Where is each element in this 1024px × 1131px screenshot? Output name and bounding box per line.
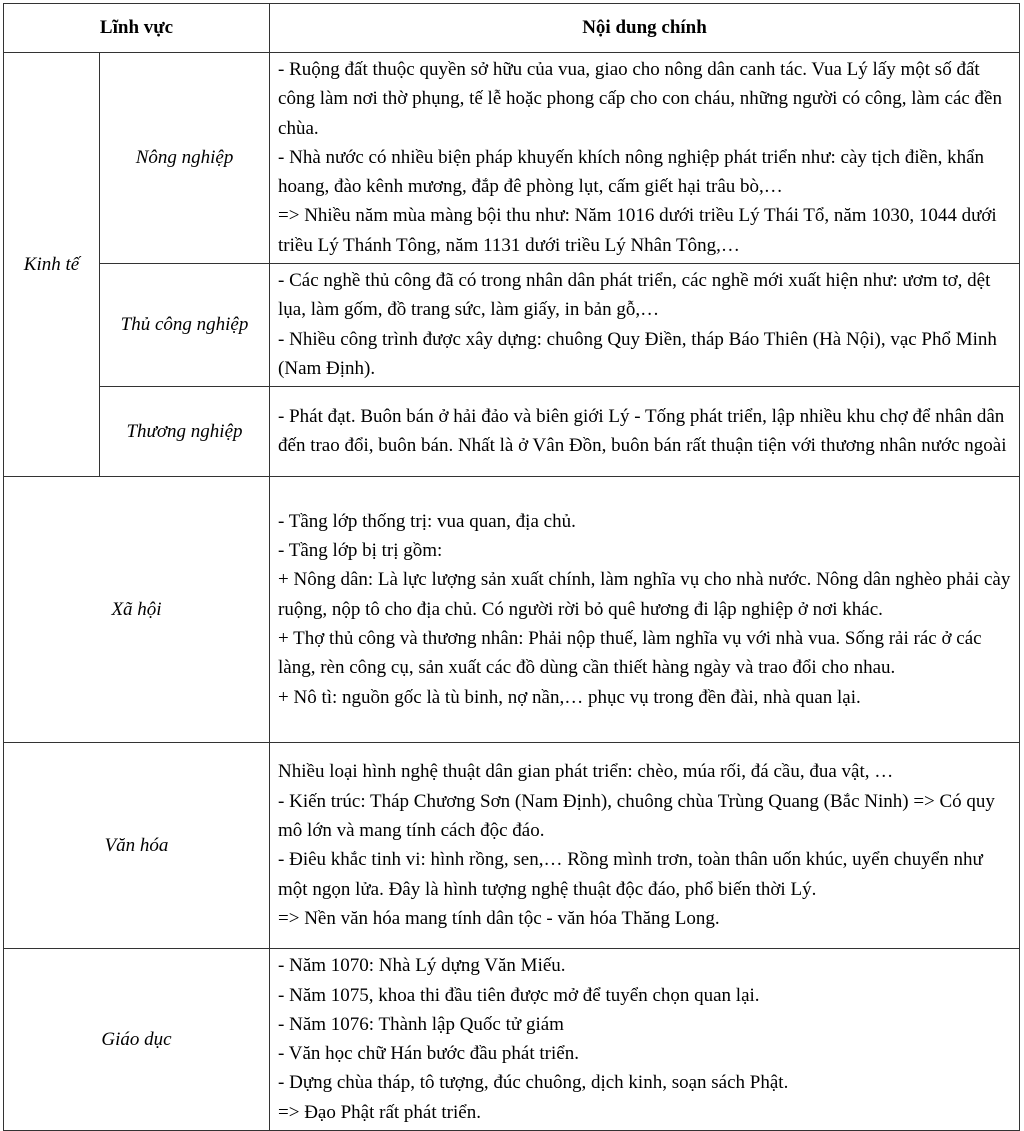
list-item: - Các nghề thủ công đã có trong nhân dân phát triển, các nghề mới xuất hiện như: ươm tơ, dệt lụa, làm gốm, đồ trang sức, làm giấy, in bản gỗ,… [278,270,991,321]
list-item: + Nông dân: Là lực lượng sản xuất chính, làm nghĩa vụ cho nhà nước. Nông dân nghèo phải cày ruộng, nộp tô cho địa chủ. Có người rời bỏ quê hương đi lập nghiệp ở nơi khác. [278,569,1011,620]
education-label: Giáo dục [4,949,270,1131]
list-item: - Tầng lớp bị trị gồm: [278,540,443,562]
society-content [270,477,1020,743]
list-item: Nhiều loại hình nghệ thuật dân gian phát triển: chèo, múa rối, đá cầu, đua vật, … [278,761,894,783]
table-header-row [4,4,1020,53]
list-item: => Nhiều năm mùa màng bội thu như: Năm 1016 dưới triều Lý Thái Tổ, năm 1030, 1044 dưới triều Lý Thánh Tông, năm 1131 dưới triều Lý Nhân Tông,… [278,205,997,256]
commerce-label: Thương nghiệp [100,387,270,477]
table-row [4,264,1020,387]
economy-label: Kinh tế [4,53,100,477]
field-header: Lĩnh vực [4,4,270,53]
list-item: - Điêu khắc tinh vi: hình rồng, sen,… Rồng mình trơn, toàn thân uốn khúc, uyển chuyển như một ngọn lửa. Đây là hình tượng nghệ thuật độc đáo, phổ biến thời Lý. [278,849,983,900]
culture-label: Văn hóa [4,743,270,949]
handicraft-content [270,264,1020,387]
list-item: - Dựng chùa tháp, tô tượng, đúc chuông, dịch kinh, soạn sách Phật. [278,1072,789,1094]
list-item: - Nhà nước có nhiều biện pháp khuyến khích nông nghiệp phát triển như: cày tịch điền, khẩn hoang, đào kênh mương, đắp đê phòng lụt, cấm giết hại trâu bò,… [278,146,985,198]
table-row [4,53,1020,264]
table-row [4,743,1020,949]
culture-content [270,743,1020,949]
list-item: => Nền văn hóa mang tính dân tộc - văn hóa Thăng Long. [278,907,720,929]
agriculture-label: Nông nghiệp [100,53,270,264]
history-table [3,3,1020,1131]
society-label: Xã hội [4,477,270,743]
handicraft-label: Thủ công nghiệp [100,264,270,387]
list-item: - Ruộng đất thuộc quyền sở hữu của vua, giao cho nông dân canh tác. Vua Lý lấy một số đất công làm nơi thờ phụng, tế lễ hoặc phong cấp cho con cháu, những người có công, làm các đền chùa. [278,59,1002,139]
agriculture-content [270,53,1020,264]
education-content [270,949,1020,1131]
list-item: - Năm 1076: Thành lập Quốc tử giám [278,1013,564,1035]
table-row [4,477,1020,743]
table-row [4,949,1020,1131]
commerce-content [270,387,1020,477]
list-item: - Nhiều công trình được xây dựng: chuông Quy Điền, tháp Báo Thiên (Hà Nội), vạc Phổ Minh (Nam Định). [278,328,997,379]
content-header: Nội dung chính [270,4,1020,53]
list-item: - Tầng lớp thống trị: vua quan, địa chủ. [278,510,576,532]
list-item: - Kiến trúc: Tháp Chương Sơn (Nam Định), chuông chùa Trùng Quang (Bắc Ninh) => Có quy mô lớn và mang tính cách độc đáo. [278,790,995,841]
list-item: - Văn học chữ Hán bước đầu phát triển. [278,1043,579,1065]
list-item: => Đạo Phật rất phát triển. [278,1101,481,1123]
list-item: + Nô tì: nguồn gốc là tù binh, nợ nần,… phục vụ trong đền đài, nhà quan lại. [278,686,861,708]
table-row [4,387,1020,477]
list-item: - Năm 1070: Nhà Lý dựng Văn Miếu. [278,955,566,977]
list-item: + Thợ thủ công và thương nhân: Phải nộp thuế, làm nghĩa vụ với nhà vua. Sống rải rác ở các làng, rèn công cụ, sản xuất các đồ dùng cần thiết hàng ngày và trao đổi cho nhau. [278,627,982,679]
list-item: - Phát đạt. Buôn bán ở hải đảo và biên giới Lý - Tống phát triển, lập nhiều khu chợ để nhân dân đến trao đổi, buôn bán. Nhất là ở Vân Đồn, buôn bán rất thuận tiện với thương nhân nước ngoài [278,405,1007,457]
list-item: - Năm 1075, khoa thi đầu tiên được mở để tuyển chọn quan lại. [278,984,760,1006]
